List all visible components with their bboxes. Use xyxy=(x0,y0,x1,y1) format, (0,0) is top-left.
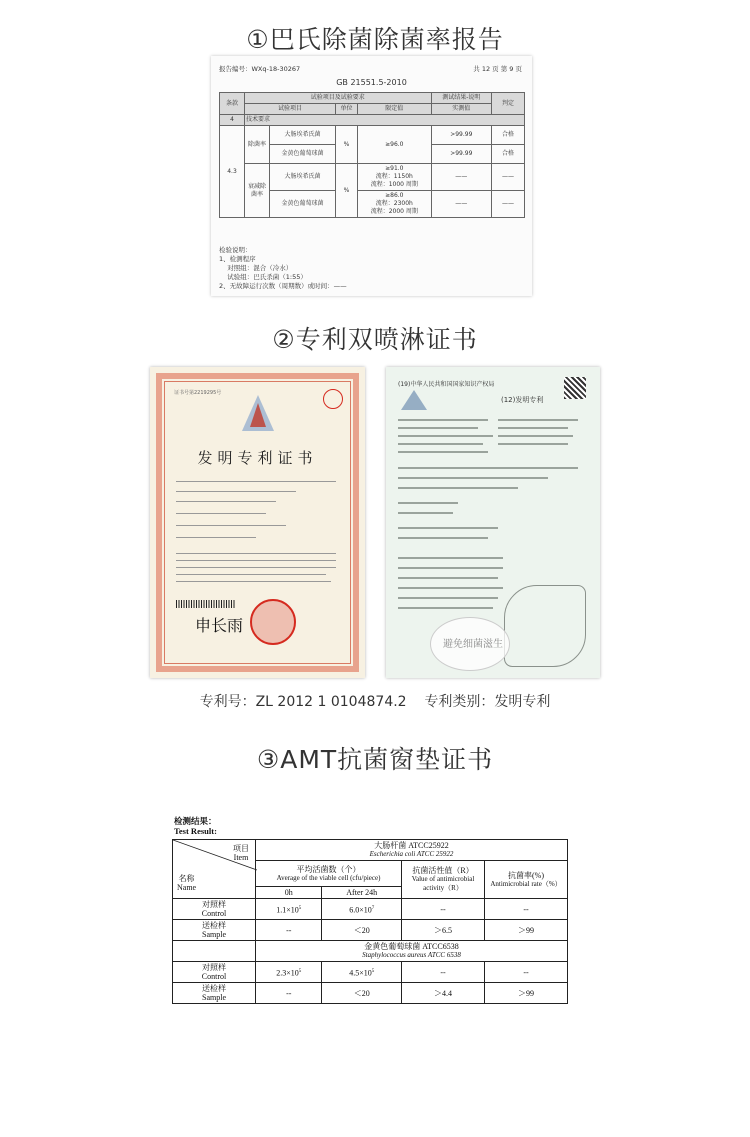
section-title-patent: ②专利双喷淋证书 xyxy=(272,325,478,354)
text-line xyxy=(398,587,503,589)
patent-caption: 专利号：ZL 2012 1 0104874.2 专利类别：发明专利 xyxy=(199,694,551,710)
verdict-4: —— xyxy=(492,191,525,218)
text-line xyxy=(176,581,331,582)
text-line xyxy=(398,427,478,429)
text-line xyxy=(398,537,488,539)
ecoli-sample-24h: ＜20 xyxy=(322,920,402,941)
measured-4: —— xyxy=(431,191,491,218)
ecoli-control-0h xyxy=(256,899,322,920)
heading-en: Test Result: xyxy=(174,826,217,836)
corner-item-en: Item xyxy=(233,853,249,862)
text-line xyxy=(498,435,573,437)
measured-3: —— xyxy=(431,164,491,191)
patent-document-image xyxy=(386,367,600,678)
verdict-2: 合格 xyxy=(492,145,525,164)
text-line xyxy=(398,502,458,504)
unit-2: % xyxy=(336,164,358,218)
staph-control-rate: -- xyxy=(485,962,568,983)
text-line xyxy=(176,491,296,492)
signature: 申长雨 xyxy=(195,616,244,635)
limit-2-staph xyxy=(358,191,432,218)
unit-1: % xyxy=(336,126,358,164)
staph-label-1: 金黄色葡萄球菌 xyxy=(270,145,336,164)
col-24h: After 24h xyxy=(322,887,402,899)
exponent: 7 xyxy=(371,905,375,911)
exponent: 5 xyxy=(298,905,302,911)
staph-control-label xyxy=(173,962,256,983)
ecoli-title-cn: 大肠杆菌 ATCC25922 xyxy=(374,841,449,850)
report-table xyxy=(219,92,525,218)
text-line xyxy=(176,560,336,561)
text-line xyxy=(176,481,336,482)
limit-2-ecoli xyxy=(358,164,432,191)
text-line xyxy=(176,553,336,554)
magnifier-lens xyxy=(430,617,510,671)
corner-item xyxy=(233,844,249,862)
text-line xyxy=(176,525,286,526)
section-title-amt: ③AMT抗菌窗垫证书 xyxy=(256,745,494,774)
row4-label: 技术要求 xyxy=(245,115,525,126)
value: 2.3×10 xyxy=(276,968,299,978)
text-line xyxy=(176,537,256,538)
ecoli-control-rate: -- xyxy=(485,899,568,920)
text-line xyxy=(398,567,503,569)
ecoli-label-1: 大肠埃希氏菌 xyxy=(270,126,336,145)
control-en: Control xyxy=(201,972,227,981)
hdr-requirements: 试验项目及试验要求 xyxy=(245,93,432,104)
sterilization-report-image xyxy=(211,56,532,296)
staph-sample-24h: ＜20 xyxy=(322,983,402,1004)
corner-cell xyxy=(173,840,256,899)
text-line xyxy=(176,513,266,514)
hdr-results: 测试结果-说明 xyxy=(431,93,491,104)
col-rate-cn: 抗菌率(%) xyxy=(508,870,544,880)
col-value-en: Value of antimicrobial activity（R） xyxy=(411,875,475,892)
hdr-limit: 限定值 xyxy=(358,104,432,115)
row4-clause: 4 xyxy=(220,115,245,126)
report-number: 报告编号：WXq-18-30267 xyxy=(219,65,301,73)
text-line xyxy=(398,467,578,469)
note-line: 检验说明： xyxy=(219,246,252,254)
document-header: (19)中华人民共和国国家知识产权局 xyxy=(398,381,495,388)
limit2-f: 流程：2000 周期 xyxy=(370,208,418,215)
value: 6.0×10 xyxy=(349,905,372,915)
hdr-measured: 实测值 xyxy=(431,104,491,115)
sample-cn: 送检样 xyxy=(202,921,226,930)
ecoli-label-2: 大肠埃希氏菌 xyxy=(270,164,336,191)
sipo-logo-icon xyxy=(400,389,428,411)
value: 4.5×10 xyxy=(349,968,372,978)
staph-title-cn: 金黄色葡萄球菌 ATCC6538 xyxy=(364,942,459,951)
text-line xyxy=(398,597,498,599)
ecoli-title-en: Escherichia coli ATCC 25922 xyxy=(369,850,454,858)
control-cn: 对照样 xyxy=(202,900,226,909)
test-result-heading xyxy=(174,816,217,836)
exponent: 5 xyxy=(371,968,375,974)
verdict-1: 合格 xyxy=(492,126,525,145)
hdr-item: 试验项目 xyxy=(245,104,336,115)
patent-logo-icon xyxy=(240,393,276,433)
note-line: 对照组：混合（冷水） xyxy=(219,264,293,272)
limit2-a: ≥91.0 xyxy=(385,165,404,172)
staph-sample-0h: -- xyxy=(256,983,322,1004)
document-type: (12)发明专利 xyxy=(501,396,544,404)
text-line xyxy=(398,451,488,453)
staph-control-0h xyxy=(256,962,322,983)
ecoli-sample-label xyxy=(173,920,256,941)
text-line xyxy=(498,419,578,421)
staph-sample-r: ＞4.4 xyxy=(402,983,485,1004)
text-line xyxy=(398,435,493,437)
control-cn: 对照样 xyxy=(202,963,226,972)
section-title-report: ①巴氏除菌除菌率报告 xyxy=(246,25,504,54)
corner-name-en: Name xyxy=(177,883,197,892)
staph-label-2: 金黄色葡萄球菌 xyxy=(270,191,336,218)
amt-table xyxy=(172,839,568,1004)
col-rate xyxy=(485,861,568,899)
note-line: 2、无故障运行次数（周期数）或时间：—— xyxy=(219,282,347,290)
limit2-c: 流程：1000 周期 xyxy=(370,181,418,188)
sample-en: Sample xyxy=(202,993,226,1002)
text-line xyxy=(398,557,503,559)
verdict-3: —— xyxy=(492,164,525,191)
corner-seal-icon xyxy=(323,389,343,409)
sample-en: Sample xyxy=(202,930,226,939)
corner-name xyxy=(177,874,196,892)
removal-rate-label: 除菌率 xyxy=(245,126,270,164)
report-notes xyxy=(219,246,347,291)
text-line xyxy=(176,501,276,502)
text-line xyxy=(398,477,548,479)
limit-1: ≥96.0 xyxy=(358,126,432,164)
measured-1: >99.99 xyxy=(431,126,491,145)
exponent: 5 xyxy=(298,968,302,974)
report-standard: GB 21551.5-2010 xyxy=(336,78,407,87)
qr-code-icon xyxy=(564,377,586,399)
patent-drawing-icon xyxy=(504,585,586,667)
hdr-verdict: 判定 xyxy=(492,93,525,115)
ecoli-title xyxy=(256,840,568,861)
text-line xyxy=(176,567,336,568)
col-rate-en: Antimicrobial rate（%） xyxy=(490,879,562,888)
staph-blank xyxy=(173,941,256,962)
corner-item-cn: 项目 xyxy=(233,844,249,853)
text-line xyxy=(398,443,483,445)
certificate-number: 证书号第2219295号 xyxy=(174,390,222,396)
barcode-icon xyxy=(176,600,236,608)
lens-text: 避免细菌滋生 xyxy=(443,639,503,650)
text-line xyxy=(398,577,498,579)
col-viable-en: Average of the viable cell (cfu/piece) xyxy=(276,873,381,882)
patent-certificate-image xyxy=(150,367,365,678)
limit2-e: 流程：2300h xyxy=(375,200,413,207)
ecoli-sample-rate: ＞99 xyxy=(485,920,568,941)
ecoli-control-r: -- xyxy=(402,899,485,920)
text-line xyxy=(498,427,568,429)
row43-clause: 4.3 xyxy=(220,126,245,218)
limit2-b: 流程：1150h xyxy=(375,173,413,180)
text-line xyxy=(398,607,493,609)
col-viable-cn: 平均活菌数（个） xyxy=(296,864,361,874)
certificate-title: 发明专利证书 xyxy=(197,449,318,467)
text-line xyxy=(398,487,518,489)
text-line xyxy=(176,574,326,575)
heading-cn: 检测结果： xyxy=(174,816,217,826)
staph-title-en: Staphylococcus aureus ATCC 6538 xyxy=(362,951,461,959)
col-0h: 0h xyxy=(256,887,322,899)
ecoli-sample-0h: -- xyxy=(256,920,322,941)
ecoli-sample-r: ＞6.5 xyxy=(402,920,485,941)
staph-sample-label xyxy=(173,983,256,1004)
col-viable xyxy=(256,861,402,887)
text-line xyxy=(398,419,488,421)
ecoli-control-label xyxy=(173,899,256,920)
sample-cn: 送检样 xyxy=(202,984,226,993)
note-line: 试验组：巴氏杀菌（1:55） xyxy=(219,273,307,281)
report-page: 共 12 页 第 9 页 xyxy=(473,65,522,73)
measured-2: >99.99 xyxy=(431,145,491,164)
staph-sample-rate: ＞99 xyxy=(485,983,568,1004)
staph-title xyxy=(256,941,568,962)
value: 1.1×10 xyxy=(276,905,299,915)
staph-control-r: -- xyxy=(402,962,485,983)
note-line: 1、检测程序 xyxy=(219,255,256,263)
col-value-cn: 抗菌活性值（R） xyxy=(412,866,474,875)
hdr-clause: 条款 xyxy=(220,93,245,115)
staph-control-24h xyxy=(322,962,402,983)
decay-rate-label: 衰减除菌率 xyxy=(245,164,270,218)
limit2-d: ≥86.0 xyxy=(385,192,404,199)
text-line xyxy=(398,527,498,529)
amt-test-result-image xyxy=(170,811,570,1031)
text-line xyxy=(498,443,568,445)
text-line xyxy=(398,512,453,514)
ecoli-control-24h xyxy=(322,899,402,920)
col-value xyxy=(402,861,485,899)
control-en: Control xyxy=(201,909,227,918)
corner-name-cn: 名称 xyxy=(178,874,195,883)
hdr-unit: 单位 xyxy=(336,104,358,115)
official-seal-icon xyxy=(250,599,296,645)
